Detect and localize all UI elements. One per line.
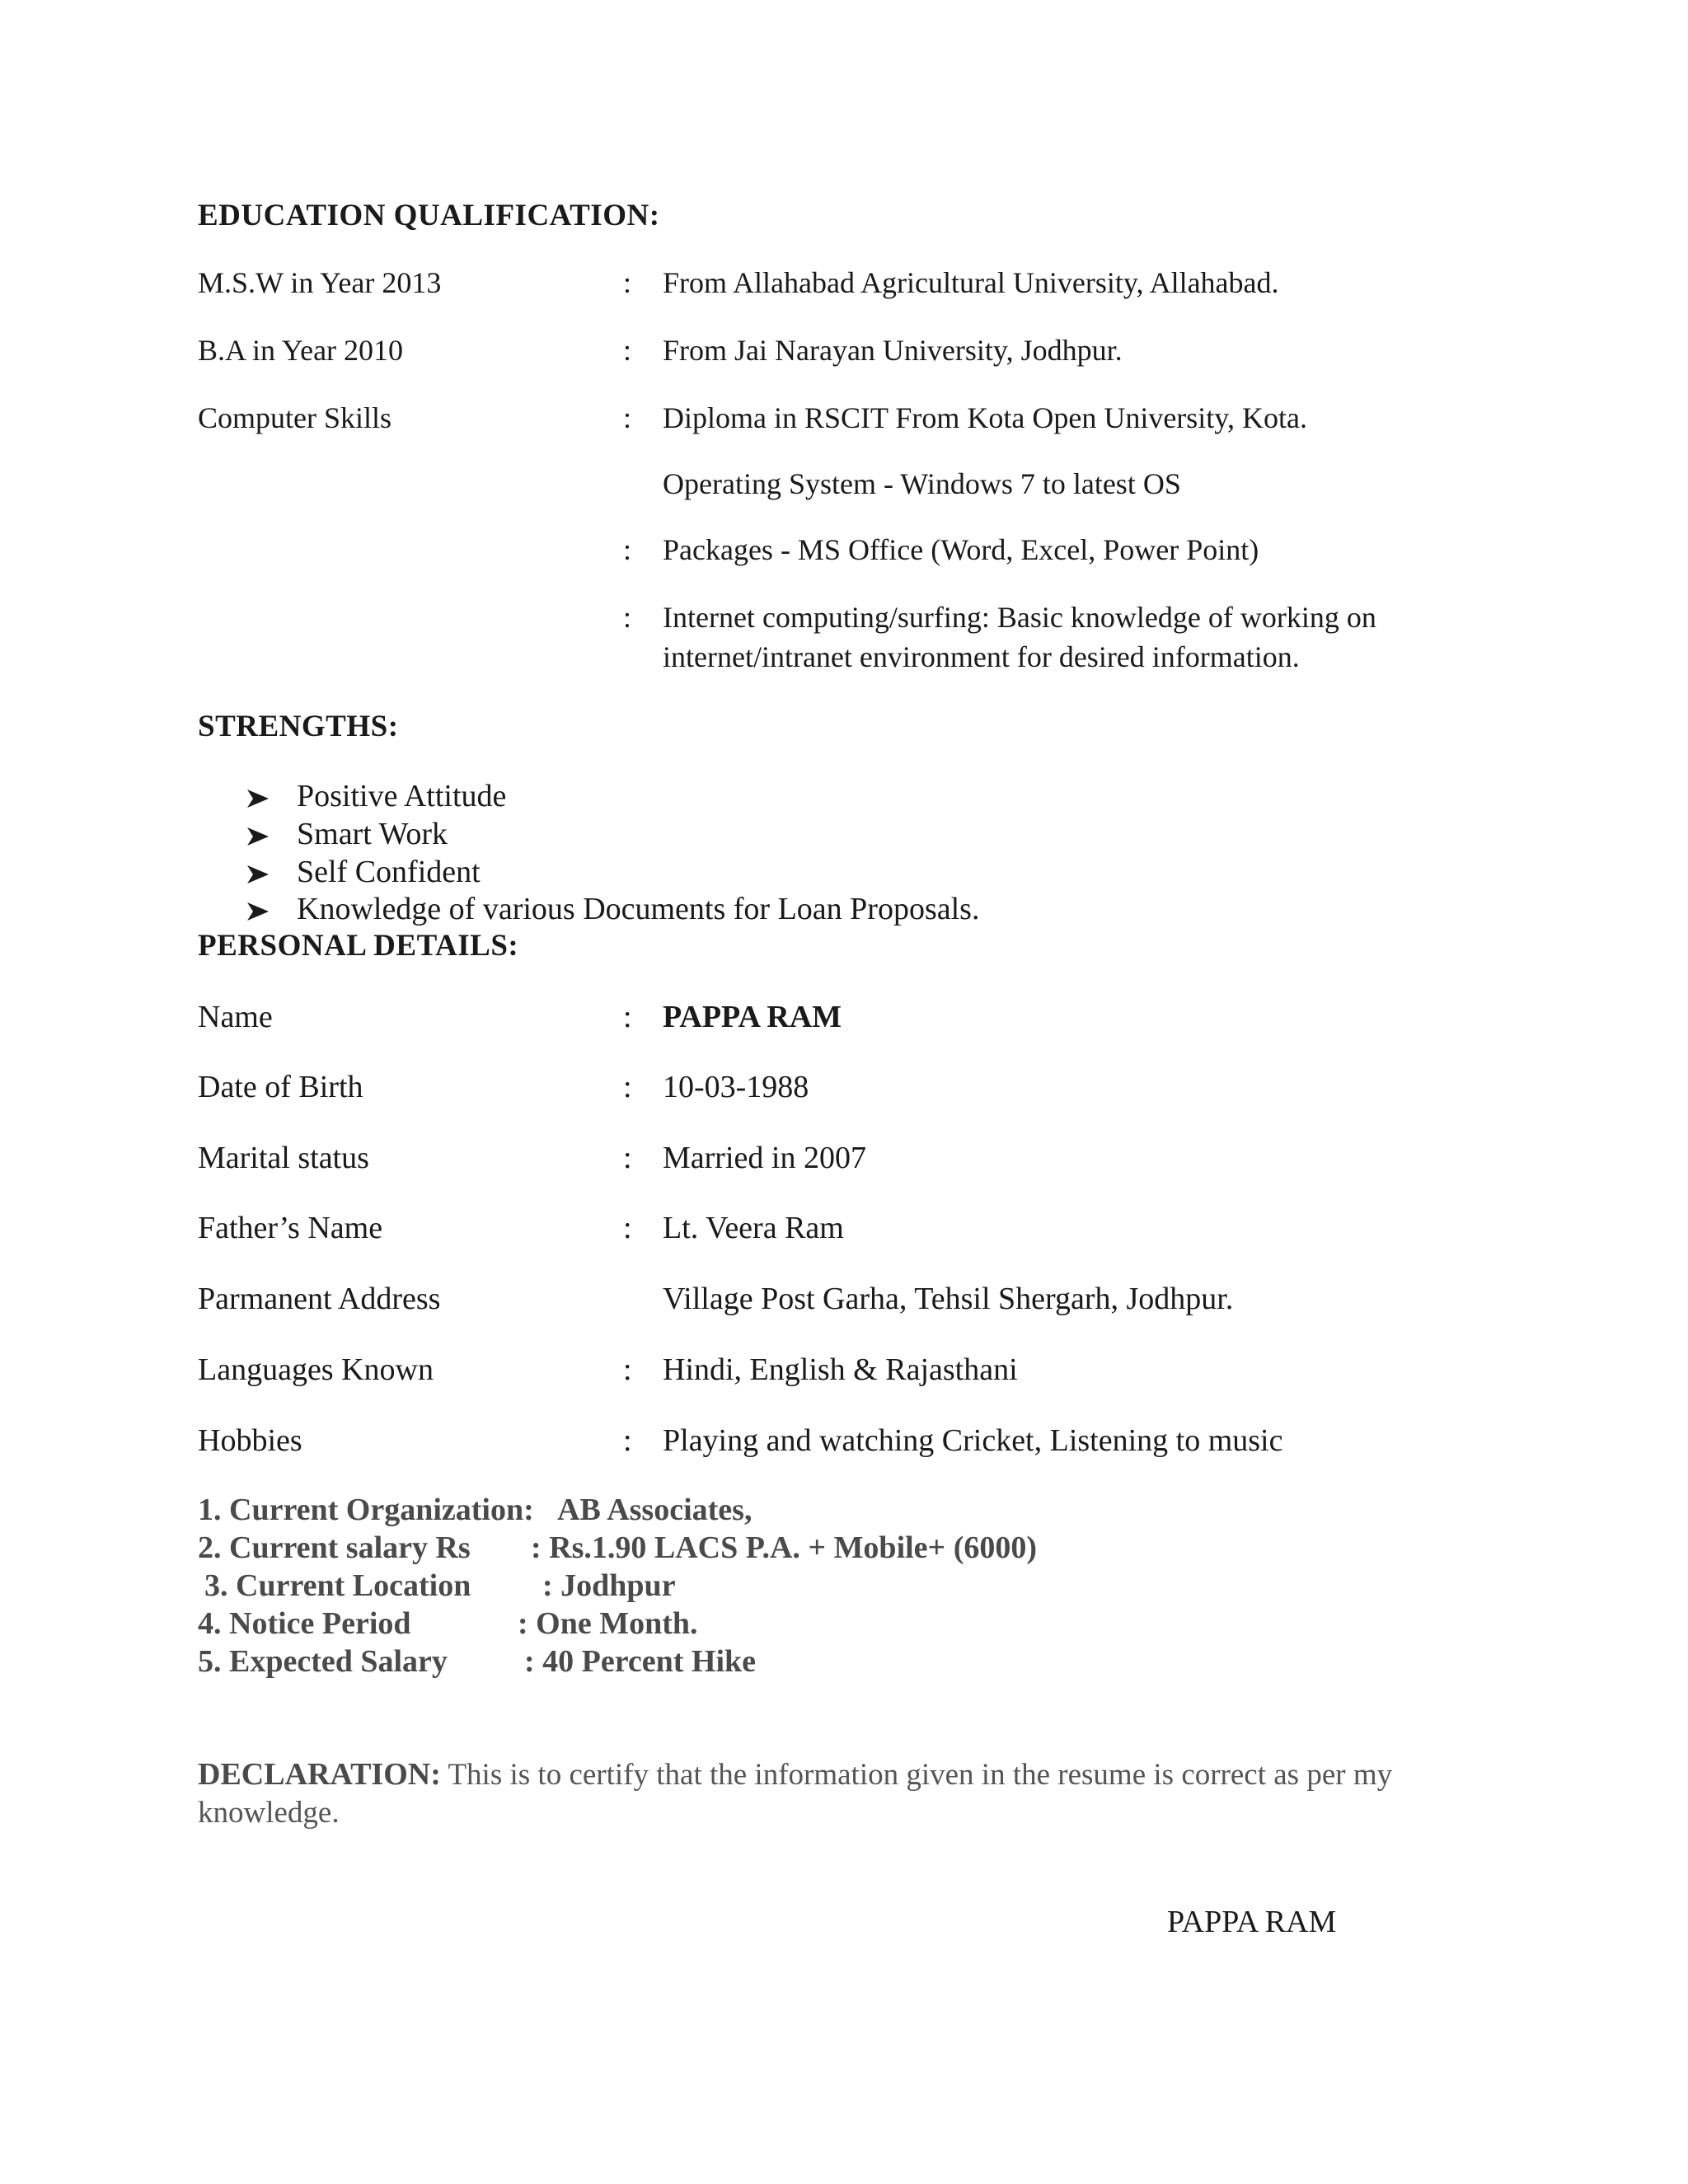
job-value-expected: : 40 Percent Hike bbox=[524, 1644, 757, 1679]
job-label-expected: 5. Expected Salary bbox=[198, 1644, 448, 1679]
job-label-notice: 4. Notice Period bbox=[198, 1606, 411, 1641]
strength-text: Positive Attitude bbox=[297, 779, 507, 813]
personal-colon: : bbox=[623, 1141, 632, 1175]
edu-label-msw: M.S.W in Year 2013 bbox=[198, 266, 442, 299]
strength-text: Knowledge of various Documents for Loan Proposals. bbox=[297, 892, 980, 926]
edu-value-internet: Internet computing/surfing: Basic knowledge of working on bbox=[663, 601, 1376, 634]
strength-text: Self Confident bbox=[297, 855, 481, 889]
arrow-bullet-icon bbox=[247, 865, 269, 883]
personal-value-hobbies: Playing and watching Cricket, Listening to music bbox=[663, 1423, 1283, 1458]
job-label-location: 3. Current Location bbox=[204, 1568, 471, 1603]
personal-label-address: Parmanent Address bbox=[198, 1282, 441, 1316]
job-value-organization: AB Associates, bbox=[557, 1493, 753, 1527]
personal-label-father: Father’s Name bbox=[198, 1211, 383, 1245]
personal-colon: : bbox=[623, 1000, 632, 1034]
arrow-bullet-icon bbox=[247, 827, 269, 846]
personal-value-name: PAPPA RAM bbox=[663, 1000, 842, 1034]
personal-value-languages: Hindi, English & Rajasthani bbox=[663, 1352, 1018, 1387]
edu-colon: : bbox=[623, 533, 632, 566]
personal-colon: : bbox=[623, 1352, 632, 1387]
personal-colon: : bbox=[623, 1070, 632, 1104]
strength-item bbox=[247, 854, 481, 890]
declaration-text: This is to certify that the information given in the resume is correct as per my knowledge. bbox=[198, 1758, 1393, 1830]
personal-label-languages: Languages Known bbox=[198, 1352, 434, 1387]
job-value-notice: : One Month. bbox=[518, 1606, 698, 1641]
personal-label-dob: Date of Birth bbox=[198, 1070, 363, 1104]
personal-value-marital: Married in 2007 bbox=[663, 1141, 866, 1175]
personal-value-address: Village Post Garha, Tehsil Shergarh, Jodhpur. bbox=[663, 1282, 1234, 1316]
signature-name: PAPPA RAM bbox=[1167, 1905, 1337, 1939]
edu-value-os: Operating System - Windows 7 to latest OS bbox=[663, 467, 1181, 500]
edu-label-computer-skills: Computer Skills bbox=[198, 401, 392, 434]
personal-colon: : bbox=[623, 1423, 632, 1458]
education-heading: EDUCATION QUALIFICATION: bbox=[198, 199, 660, 232]
job-label-salary: 2. Current salary Rs bbox=[198, 1530, 471, 1565]
edu-value-diploma: Diploma in RSCIT From Kota Open University, Kota. bbox=[663, 401, 1307, 434]
edu-value-packages: Packages - MS Office (Word, Excel, Power Point) bbox=[663, 533, 1259, 566]
declaration-label: DECLARATION: bbox=[198, 1757, 441, 1792]
strength-item bbox=[247, 816, 448, 852]
edu-colon: : bbox=[623, 401, 632, 434]
job-label-organization: 1. Current Organization: bbox=[198, 1493, 534, 1527]
strength-text: Smart Work bbox=[297, 817, 448, 851]
edu-colon: : bbox=[623, 334, 632, 367]
strengths-heading: STRENGTHS: bbox=[198, 710, 399, 743]
job-value-salary: : Rs.1.90 LACS P.A. + Mobile+ (6000) bbox=[531, 1530, 1038, 1565]
personal-colon: : bbox=[623, 1211, 632, 1245]
strength-item bbox=[247, 778, 506, 814]
edu-colon: : bbox=[623, 601, 632, 634]
personal-value-dob: 10-03-1988 bbox=[663, 1070, 809, 1104]
edu-value-internet-cont: internet/intranet environment for desired information. bbox=[663, 640, 1300, 673]
declaration bbox=[198, 1755, 1434, 1832]
arrow-bullet-icon bbox=[247, 902, 269, 921]
personal-value-father: Lt. Veera Ram bbox=[663, 1211, 844, 1245]
personal-label-hobbies: Hobbies bbox=[198, 1423, 302, 1458]
arrow-bullet-icon bbox=[247, 790, 269, 808]
personal-label-name: Name bbox=[198, 1000, 273, 1034]
strength-item bbox=[247, 891, 979, 927]
personal-heading: PERSONAL DETAILS: bbox=[198, 929, 519, 963]
edu-value-ba: From Jai Narayan University, Jodhpur. bbox=[663, 334, 1123, 367]
edu-label-ba: B.A in Year 2010 bbox=[198, 334, 404, 367]
edu-value-msw: From Allahabad Agricultural University, Allahabad. bbox=[663, 266, 1279, 299]
edu-colon: : bbox=[623, 266, 632, 299]
personal-label-marital: Marital status bbox=[198, 1141, 369, 1175]
job-value-location: : Jodhpur bbox=[542, 1568, 676, 1603]
